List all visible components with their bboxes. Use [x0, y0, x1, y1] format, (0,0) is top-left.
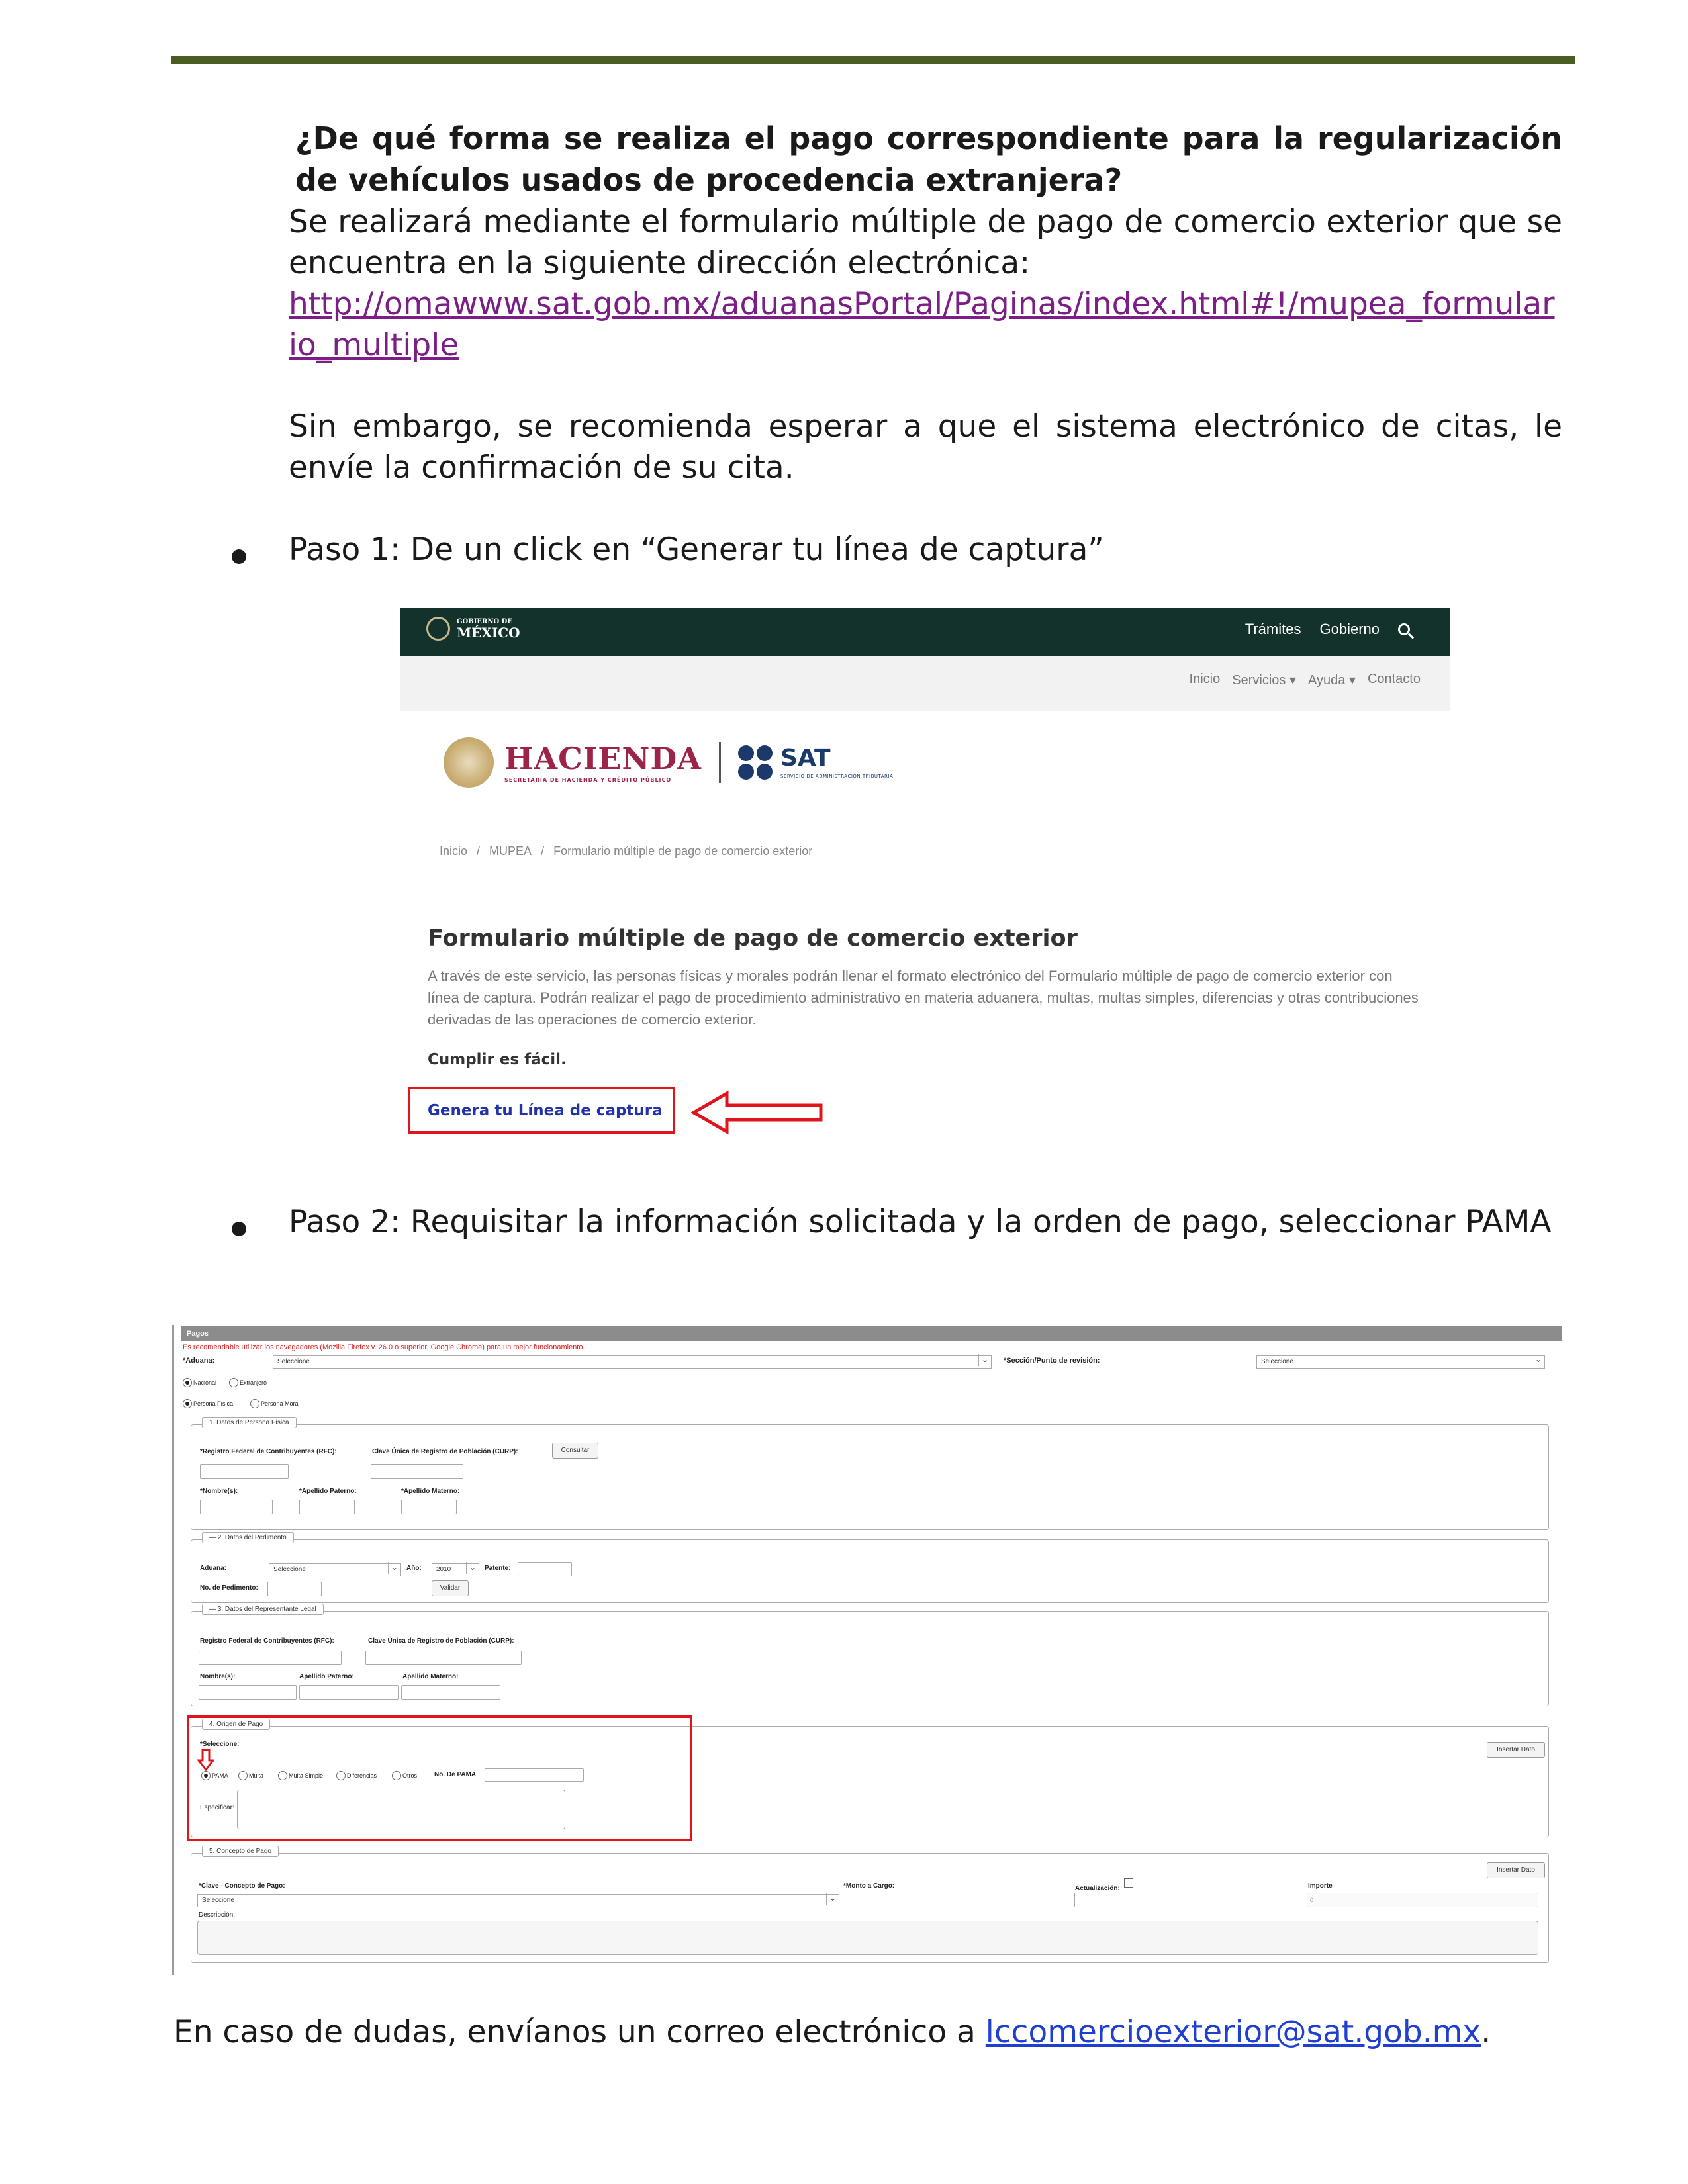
- intro-text: Se realizará mediante el formulario múltiple de pago de comercio exterior que se encuentra en la siguiente dirección electrónica:: [289, 204, 1562, 281]
- materno-input[interactable]: [401, 1500, 457, 1514]
- intro-paragraph: [289, 202, 1562, 366]
- no-pedimento-input[interactable]: [267, 1582, 322, 1596]
- seccion-select[interactable]: Seleccione ⌄: [1256, 1355, 1545, 1369]
- crumb-mupea[interactable]: MUPEA: [489, 844, 532, 858]
- breadcrumb: Inicio / MUPEA / Formulario múltiple de pago de comercio exterior: [440, 844, 813, 858]
- subnav-ayuda[interactable]: Ayuda ▾: [1307, 673, 1356, 688]
- browser-warning: Es recomendable utilizar los navegadores (Mozilla Firefox v. 26.0 o superior, Google Chrome) para un mejor funcionamiento.: [183, 1343, 585, 1351]
- section-pedimento: — 2. Datos del Pedimento: [191, 1539, 1549, 1603]
- nombre-input[interactable]: [200, 1500, 273, 1514]
- rfc-input[interactable]: [200, 1464, 289, 1479]
- step2-text: Paso 2: Requisitar la información solicitada y la orden de pago, seleccionar PAMA: [289, 1204, 1552, 1240]
- section-concepto-pago: 5. Concepto de Pago: [191, 1853, 1549, 1963]
- rep-materno-input[interactable]: [401, 1685, 500, 1700]
- patente-input[interactable]: [518, 1562, 572, 1576]
- pama-highlight-box: [187, 1715, 692, 1841]
- crumb-inicio[interactable]: Inicio: [440, 844, 468, 858]
- gob-top-nav: [1245, 621, 1410, 638]
- validar-button[interactable]: Validar: [432, 1580, 469, 1596]
- clave-concepto-select[interactable]: Seleccione ⌄: [197, 1894, 839, 1907]
- bullet-step2: [232, 1222, 246, 1236]
- top-rule: [171, 56, 1575, 64]
- generate-line-link[interactable]: Genera tu Línea de captura: [428, 1102, 663, 1119]
- recommendation-paragraph: Sin embargo, se recomienda esperar a que el sistema electrónico de citas, le envíe la confirmación de su cita.: [289, 408, 1562, 486]
- gob-mexico-logo[interactable]: GOBIERNO DE MÉXICO: [426, 617, 520, 641]
- pedimento-aduana-select[interactable]: Seleccione ⌄: [269, 1563, 401, 1576]
- subnav-contacto[interactable]: Contacto: [1367, 672, 1421, 686]
- consultar-button[interactable]: Consultar: [552, 1443, 598, 1459]
- anio-select[interactable]: 2010 ⌄: [432, 1563, 479, 1576]
- question-heading: ¿De qué forma se realiza el pago correspondiente para la regularización de vehículos usados de procedencia extranjera?: [295, 120, 1562, 198]
- hacienda-emblem-icon: [444, 737, 494, 788]
- crumb-current: Formulario múltiple de pago de comercio exterior: [553, 844, 813, 858]
- sub-nav-bar: [400, 656, 1450, 711]
- importe-input[interactable]: 0: [1307, 1893, 1538, 1907]
- subnav-inicio[interactable]: Inicio: [1189, 672, 1221, 686]
- monto-input[interactable]: [845, 1893, 1075, 1907]
- descripcion-textarea[interactable]: [197, 1921, 1538, 1955]
- screenshot-payment-form: Pagos Es recomendable utilizar los navegadores (Mozilla Firefox v. 26.0 o superior, Google Chrome) para un mejor funcionamiento. *Aduana: Seleccione ⌄ *Sección/Punto de revisión: Seleccione ⌄ Nacional Extranjero Persona Física Persona Moral 1. Datos de Persona Física *Registro Federal de Contribuyentes (RFC): Clave Única de Registro de Población (CURP): Consultar *Nombre(s): *Apellido Paterno: *Apellido Materno: — 2. Datos del Pedimento Aduana: Seleccione ⌄ Año: 2010 ⌄ Patente: No. de Pedimento: Validar — 3. Datos del Representante Legal Registro Federal de Contribuyentes (RFC): Clave Única de Registro de Población (CURP): Nombre(s): Apellido Paterno: Apellido Materno: 4. Origen de Pago *Seleccione: PAMA Multa Multa Simple Diferencias Otros No. De PAMA Especificar: Insertar Dato 5. Concepto de Pago Insertar Dato *Clave - Concepto de Pago: *Monto a Cargo: Actualización: Importe Seleccione ⌄ 0 Descripción:: [172, 1318, 1562, 1975]
- actualizacion-checkbox[interactable]: [1124, 1878, 1133, 1888]
- section-origen-pago: 4. Origen de Pago: [191, 1726, 1549, 1837]
- form-url-link[interactable]: http://omawww.sat.gob.mx/aduanasPortal/Paginas/index.html#!/mupea_formulario_multiple: [289, 286, 1555, 363]
- paterno-input[interactable]: [299, 1500, 355, 1514]
- bullet-step1: [232, 549, 246, 564]
- cumplir-label: Cumplir es fácil.: [428, 1051, 567, 1068]
- subnav-servicios[interactable]: Servicios ▾: [1232, 673, 1296, 688]
- curp-input[interactable]: [371, 1464, 463, 1479]
- sat-dots-icon: [738, 745, 773, 780]
- search-icon[interactable]: [1398, 623, 1410, 635]
- screenshot-sat-portal: [400, 608, 1450, 1163]
- rep-curp-input[interactable]: [365, 1651, 522, 1665]
- email-link[interactable]: lccomercioexterior@sat.gob.mx: [985, 2014, 1481, 2050]
- radio-extranjero[interactable]: [229, 1378, 238, 1387]
- rep-nombre-input[interactable]: [199, 1685, 297, 1700]
- rep-rfc-input[interactable]: [199, 1651, 342, 1665]
- gob-header-bar: [400, 608, 1450, 656]
- sat-logo-text: SAT: [780, 745, 831, 772]
- radio-persona-fisica[interactable]: [183, 1399, 192, 1408]
- contact-line: En caso de dudas, envíanos un correo electrónico a lccomercioexterior@sat.gob.mx.: [173, 2014, 1491, 2050]
- nav-gobierno[interactable]: Gobierno: [1319, 621, 1380, 637]
- left-arrow-icon: [691, 1089, 823, 1136]
- radio-nacional[interactable]: [183, 1378, 192, 1387]
- form-header-bar: Pagos: [181, 1326, 1562, 1341]
- step1-text: Paso 1: De un click en “Generar tu línea de captura”: [289, 531, 1104, 568]
- page-description: A través de este servicio, las personas físicas y morales podrán llenar el formato electrónico del Formulario múltiple de pago de comercio exterior con línea de captura. Podrán realizar el pago de procedimiento administrativo en materia aduanera, multas, multas simples, diferencias y otras contribuciones derivadas de las operaciones de comercio exterior.: [428, 968, 1419, 1028]
- page-title: Formulario múltiple de pago de comercio exterior: [428, 925, 1078, 952]
- hacienda-logo-text: HACIENDA: [504, 740, 702, 776]
- radio-persona-moral[interactable]: [250, 1399, 259, 1408]
- gob-emblem-icon: [426, 617, 450, 641]
- insertar-dato-button-2[interactable]: Insertar Dato: [1487, 1862, 1545, 1878]
- logo-divider: [719, 742, 721, 783]
- rep-paterno-input[interactable]: [299, 1685, 399, 1700]
- insertar-dato-button-1[interactable]: Insertar Dato: [1487, 1742, 1545, 1758]
- section-representante: — 3. Datos del Representante Legal: [191, 1611, 1549, 1706]
- section-persona-fisica: 1. Datos de Persona Física: [191, 1424, 1549, 1530]
- aduana-select[interactable]: Seleccione ⌄: [273, 1355, 992, 1369]
- nav-tramites[interactable]: Trámites: [1244, 621, 1301, 637]
- hacienda-sat-logos: HACIENDA SECRETARÍA DE HACIENDA Y CRÉDITO PÚBLICO SAT SERVICIO DE ADMINISTRACIÓN TRIBUTARIA: [444, 737, 893, 788]
